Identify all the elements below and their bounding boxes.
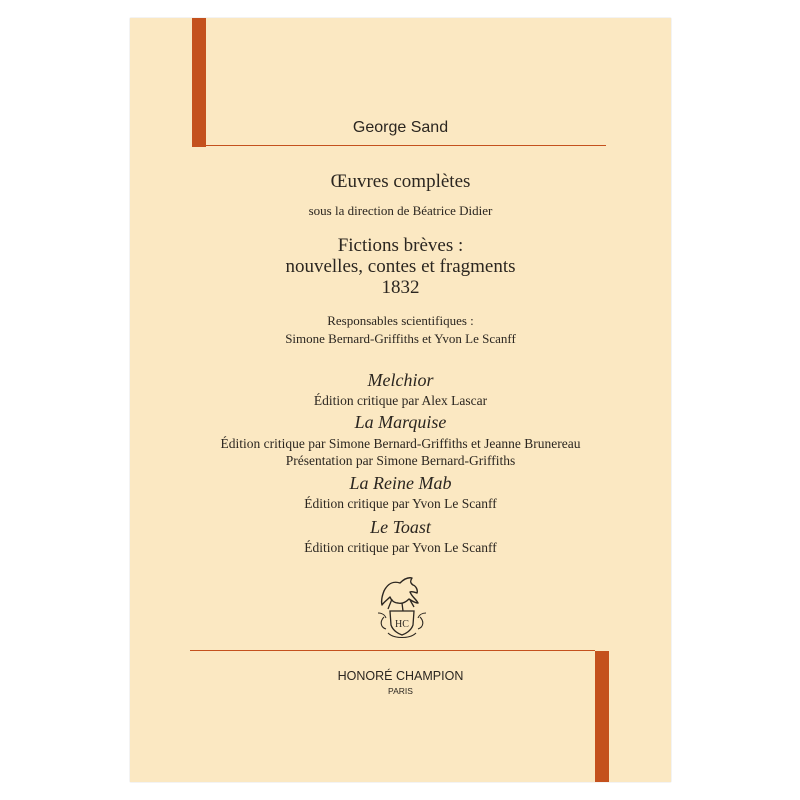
emblem-monogram: HC [395, 619, 409, 630]
top-divider-rule [206, 145, 606, 146]
work-title-le-toast: Le Toast [370, 517, 431, 537]
publisher-city: PARIS [388, 686, 413, 696]
work-credit: Édition critique par Yvon Le Scanff [304, 540, 497, 555]
publisher-name: HONORÉ CHAMPION [337, 669, 464, 683]
series-direction: sous la direction de Béatrice Didier [308, 203, 493, 218]
volume-title-line-2: nouvelles, contes et fragments [285, 256, 516, 277]
work-title-la-reine-mab: La Reine Mab [349, 473, 452, 493]
publisher-horse-emblem-icon [372, 573, 430, 641]
volume-title-line-1: Fictions brèves : [337, 235, 464, 256]
bottom-divider-rule [190, 650, 595, 651]
work-credit: Édition critique par Simone Bernard-Griffiths et Jeanne Brunereau [220, 436, 581, 451]
book-cover [130, 18, 671, 782]
series-title: Œuvres complètes [330, 171, 471, 192]
work-credit: Édition critique par Yvon Le Scanff [304, 496, 497, 511]
work-title-la-marquise: La Marquise [354, 412, 447, 432]
work-presentation: Présentation par Simone Bernard-Griffiths [285, 453, 516, 468]
responsables-names: Simone Bernard-Griffiths et Yvon Le Scanff [285, 331, 516, 346]
author-name: George Sand [352, 119, 449, 136]
work-title-melchior: Melchior [367, 370, 434, 390]
responsables-label: Responsables scientifiques : [327, 313, 474, 328]
volume-year: 1832 [381, 277, 420, 298]
work-credit: Édition critique par Alex Lascar [313, 393, 488, 408]
